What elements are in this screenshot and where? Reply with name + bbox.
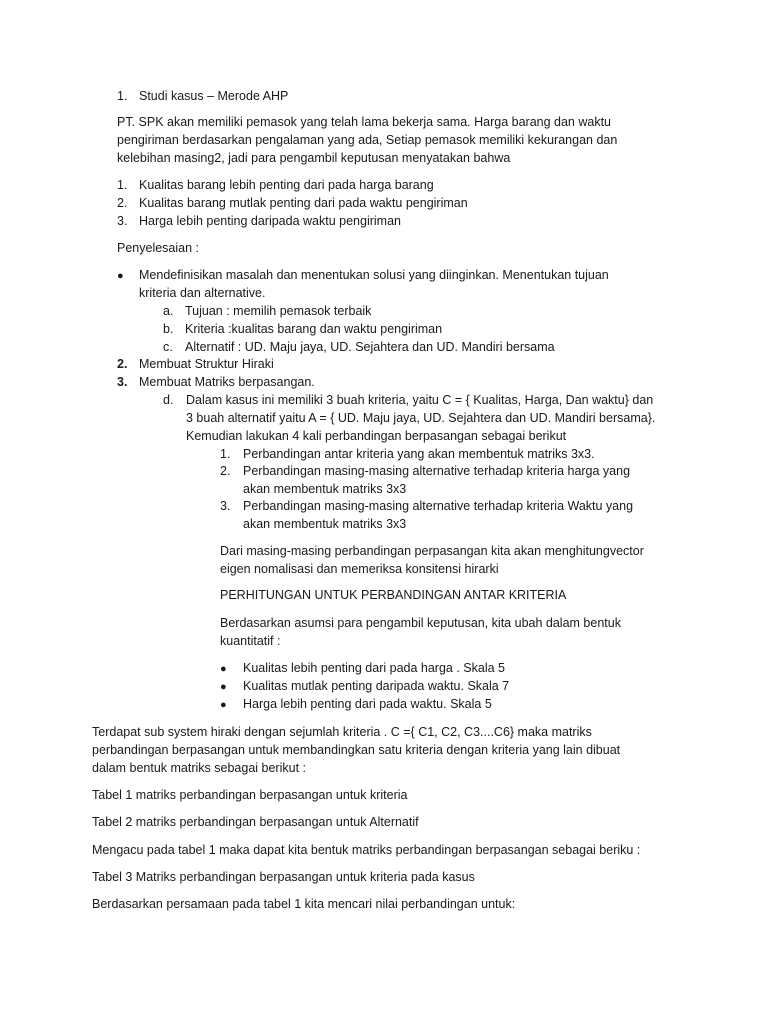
bullet-icon: ● xyxy=(220,681,227,693)
sub-mark: b. xyxy=(163,322,174,336)
comparison-text: Perbandingan antar kriteria yang akan membentuk matriks 3x3. xyxy=(243,447,595,461)
stepd-line: Kemudian lakukan 4 kali perbandingan berpasangan sebagai berikut xyxy=(186,429,567,443)
sub-text: Alternatif : UD. Maju jaya, UD. Sejahtera dan UD. Mandiri bersama xyxy=(185,340,555,354)
comparison-text: Perbandingan masing-masing alternative terhadap kriteria harga yang xyxy=(243,464,631,478)
step1-line: kriteria dan alternative. xyxy=(139,286,266,300)
vector-line: eigen nomalisasi dan memeriksa konsitensi hirarki xyxy=(220,562,499,576)
tabel3-caption: Tabel 3 Matriks perbandingan berpasangan untuk kriteria pada kasus xyxy=(92,870,475,884)
tabel2-caption: Tabel 2 matriks perbandingan berpasangan untuk Alternatif xyxy=(92,815,419,829)
sub-mark: a. xyxy=(163,304,174,318)
intro-line: PT. SPK akan memiliki pemasok yang telah lama bekerja sama. Harga barang dan waktu xyxy=(117,115,612,129)
vector-line: Dari masing-masing perbandingan perpasangan kita akan menghitungvector xyxy=(220,544,644,558)
scale-text: Harga lebih penting dari pada waktu. Skala 5 xyxy=(243,697,492,711)
sub-text: Kriteria :kualitas barang dan waktu pengiriman xyxy=(185,322,443,336)
statement-number: 3. xyxy=(117,214,128,228)
comparison-text: akan membentuk matriks 3x3 xyxy=(243,482,407,496)
statement-text: Harga lebih penting daripada waktu pengiriman xyxy=(139,214,401,228)
stepd-mark: d. xyxy=(163,393,174,407)
bullet-icon: ● xyxy=(117,270,124,282)
intro-line: kelebihan masing2, jadi para pengambil keputusan menyatakan bahwa xyxy=(117,151,511,165)
comparison-number: 2. xyxy=(220,464,231,478)
mengacu-line: Mengacu pada tabel 1 maka dapat kita bentuk matriks perbandingan berpasangan sebagai beriku : xyxy=(92,843,641,857)
intro-line: pengiriman berdasarkan pengalaman yang ada, Setiap pemasok memiliki kekurangan dan xyxy=(117,133,618,147)
comparison-text: Perbandingan masing-masing alternative terhadap kriteria Waktu yang xyxy=(243,499,634,513)
tabel1-caption: Tabel 1 matriks perbandingan berpasangan untuk kriteria xyxy=(92,788,408,802)
step3-number: 3. xyxy=(117,375,128,389)
assumption-line: Berdasarkan asumsi para pengambil keputusan, kita ubah dalam bentuk xyxy=(220,616,621,630)
section-title: PERHITUNGAN UNTUK PERBANDINGAN ANTAR KRITERIA xyxy=(220,588,567,602)
sub-mark: c. xyxy=(163,340,173,354)
scale-text: Kualitas lebih penting dari pada harga . Skala 5 xyxy=(243,661,505,675)
step3-text: Membuat Matriks berpasangan. xyxy=(139,375,315,389)
bullet-icon: ● xyxy=(220,699,227,711)
comparison-number: 1. xyxy=(220,447,231,461)
statement-number: 2. xyxy=(117,196,128,210)
stepd-line: Dalam kasus ini memiliki 3 buah kriteria, yaitu C = { Kualitas, Harga, Dan waktu} dan xyxy=(186,393,654,407)
comparison-text: akan membentuk matriks 3x3 xyxy=(243,517,407,531)
step1-line: Mendefinisikan masalah dan menentukan solusi yang diinginkan. Menentukan tujuan xyxy=(139,268,609,282)
step2-number: 2. xyxy=(117,357,128,371)
comparison-number: 3. xyxy=(220,499,231,513)
subsystem-line: Terdapat sub system hiraki dengan sejumlah kriteria . C ={ C1, C2, C3....C6} maka matriks xyxy=(92,725,592,739)
stepd-line: 3 buah alternatif yaitu A = { UD. Maju jaya, UD. Sejahtera dan UD. Mandiri bersama}. xyxy=(186,411,656,425)
step2-text: Membuat Struktur Hiraki xyxy=(139,357,274,371)
bullet-icon: ● xyxy=(220,663,227,675)
statement-number: 1. xyxy=(117,178,128,192)
assumption-line: kuantitatif : xyxy=(220,634,281,648)
heading-title: Studi kasus – Merode AHP xyxy=(139,89,289,103)
scale-text: Kualitas mutlak penting daripada waktu. Skala 7 xyxy=(243,679,510,693)
sub-text: Tujuan : memilih pemasok terbaik xyxy=(185,304,372,318)
statement-text: Kualitas barang lebih penting dari pada harga barang xyxy=(139,178,434,192)
closing-line: Berdasarkan persamaan pada tabel 1 kita mencari nilai perbandingan untuk: xyxy=(92,897,516,911)
penyelesaian-label: Penyelesaian : xyxy=(117,241,200,255)
heading-number: 1. xyxy=(117,89,128,103)
subsystem-line: dalam bentuk matriks sebagai berikut : xyxy=(92,761,306,775)
statement-text: Kualitas barang mutlak penting dari pada waktu pengiriman xyxy=(139,196,468,210)
subsystem-line: perbandingan berpasangan untuk membandingkan satu kriteria dengan kriteria yang lain dibuat xyxy=(92,743,621,757)
